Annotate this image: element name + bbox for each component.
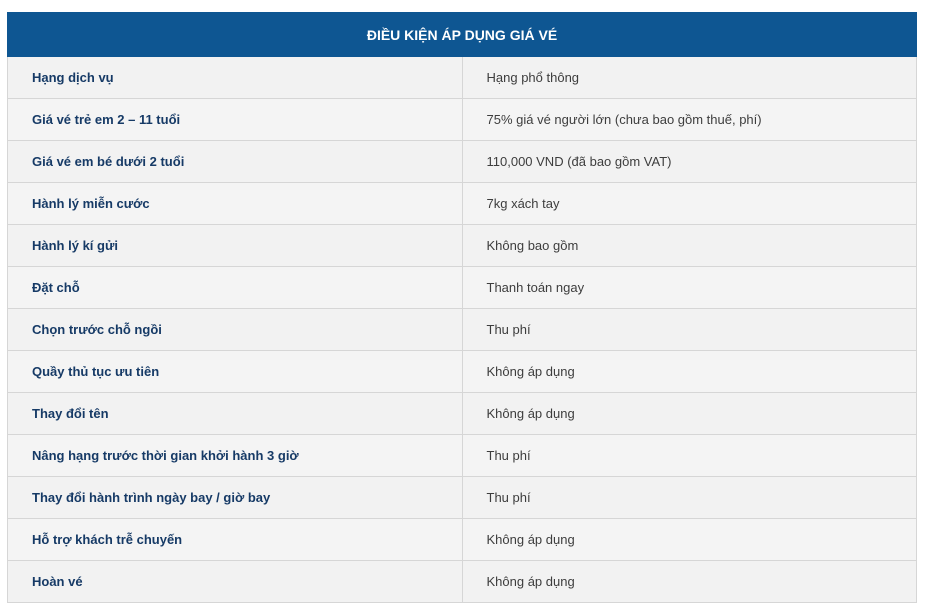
table-row-seat-selection xyxy=(8,309,917,351)
row-label: Nâng hạng trước thời gian khởi hành 3 giờ xyxy=(8,435,463,477)
row-label: Chọn trước chỗ ngồi xyxy=(8,309,463,351)
row-value: Không áp dụng xyxy=(462,351,917,393)
table-row-free-baggage xyxy=(8,183,917,225)
row-value: Thu phí xyxy=(462,477,917,519)
table-row-checked-baggage xyxy=(8,225,917,267)
row-label: Thay đổi tên xyxy=(8,393,463,435)
table-row-booking xyxy=(8,267,917,309)
row-label: Hành lý kí gửi xyxy=(8,225,463,267)
table-row-missed-flight xyxy=(8,519,917,561)
table-body xyxy=(8,57,917,603)
row-label: Hỗ trợ khách trễ chuyến xyxy=(8,519,463,561)
row-value: Thu phí xyxy=(462,435,917,477)
fare-conditions-table xyxy=(7,12,917,603)
row-value: Thanh toán ngay xyxy=(462,267,917,309)
table-row-refund xyxy=(8,561,917,603)
row-value: Không áp dụng xyxy=(462,393,917,435)
table-row-service-class xyxy=(8,57,917,99)
row-label: Hạng dịch vụ xyxy=(8,57,463,99)
row-value: Hạng phổ thông xyxy=(462,57,917,99)
table-title: ĐIỀU KIỆN ÁP DỤNG GIÁ VÉ xyxy=(8,13,917,57)
row-value: 110,000 VND (đã bao gồm VAT) xyxy=(462,141,917,183)
row-label: Thay đổi hành trình ngày bay / giờ bay xyxy=(8,477,463,519)
row-label: Đặt chỗ xyxy=(8,267,463,309)
table-row-infant-fare xyxy=(8,141,917,183)
row-label: Hành lý miễn cước xyxy=(8,183,463,225)
row-label: Quầy thủ tục ưu tiên xyxy=(8,351,463,393)
table-row-name-change xyxy=(8,393,917,435)
row-value: 75% giá vé người lớn (chưa bao gồm thuế, phí) xyxy=(462,99,917,141)
row-value: Không áp dụng xyxy=(462,561,917,603)
table-row-upgrade xyxy=(8,435,917,477)
table-row-itinerary-change xyxy=(8,477,917,519)
row-value: Không áp dụng xyxy=(462,519,917,561)
row-value: Thu phí xyxy=(462,309,917,351)
table-header xyxy=(8,13,917,57)
row-label: Hoàn vé xyxy=(8,561,463,603)
row-value: 7kg xách tay xyxy=(462,183,917,225)
table-row-child-fare xyxy=(8,99,917,141)
table-row-priority-checkin xyxy=(8,351,917,393)
row-value: Không bao gồm xyxy=(462,225,917,267)
row-label: Giá vé trẻ em 2 – 11 tuổi xyxy=(8,99,463,141)
row-label: Giá vé em bé dưới 2 tuổi xyxy=(8,141,463,183)
header-row xyxy=(8,13,917,57)
